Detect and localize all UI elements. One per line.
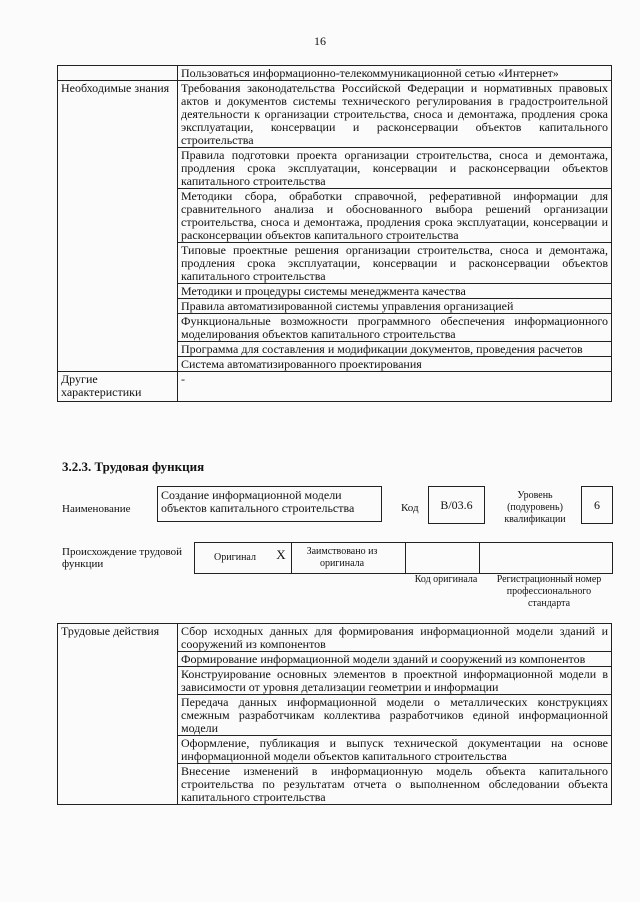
actions-label: Трудовые действия [58, 624, 178, 805]
knowledge-table [57, 65, 612, 402]
other-label: Другие характеристики [58, 372, 178, 402]
borrowed-label: Заимствовано из оригинала [306, 546, 378, 569]
code-value: B/03.6 [440, 498, 473, 512]
code-original-caption: Код оригинала [414, 574, 478, 585]
code-label: Код [401, 502, 419, 514]
original-label: Оригинал [214, 552, 256, 563]
knowledge-item: Методики и процедуры системы менеджмента качества [178, 284, 612, 299]
knowledge-item: Система автоматизированного проектирования [178, 357, 612, 372]
function-name-box [157, 486, 382, 522]
knowledge-item: Правила автоматизированной системы управления организацией [178, 299, 612, 314]
reg-number-caption: Регистрационный номер профессионального стандарта [496, 574, 602, 609]
labor-actions-table [57, 623, 612, 805]
action-item: Оформление, публикация и выпуск технической документации на основе информационной модели объектов капитального строительства [178, 736, 612, 764]
divider [479, 543, 480, 573]
action-item: Передача данных информационной модели о металлических конструкциях смежным разработчикам коллектива разработчиков единой информационной модели [178, 695, 612, 736]
action-item: Формирование информационной модели зданий и сооружений из компонентов [178, 652, 612, 667]
other-value: - [178, 372, 612, 402]
level-label: Уровень (подуровень) квалификации [504, 490, 566, 525]
origin-box [194, 542, 613, 574]
name-label: Наименование [62, 503, 131, 515]
knowledge-item: Функциональные возможности программного обеспечения информационного моделирования объектов капитального строительства [178, 314, 612, 342]
level-box [581, 486, 613, 524]
origin-label: Происхождение трудовой функции [62, 546, 183, 570]
section-title: 3.2.3. Трудовая функция [62, 459, 205, 474]
action-item: Конструирование основных элементов в проектной информационной модели в зависимости от уровня детализации геометрии и информации [178, 667, 612, 695]
knowledge-item: Программа для составления и модификации документов, проведения расчетов [178, 342, 612, 357]
action-item: Сбор исходных данных для формирования информационной модели зданий и сооружений из компонентов [178, 624, 612, 652]
skill-row-internet: Пользоваться информационно-телекоммуникационной сетью «Интернет» [178, 66, 612, 81]
knowledge-item: Правила подготовки проекта организации строительства, сноса и демонтажа, продления срока эксплуатации, консервации и расконсервации объектов капитального строительства [178, 148, 612, 189]
page-number: 16 [314, 34, 326, 48]
knowledge-item: Методики сбора, обработки справочной, реферативной информации для сравнительного анализа и обоснованного выбора решений организации строительства, сноса и демонтажа, продления срока эксплуатации, консервации и расконсервации объектов капитального строительства [178, 189, 612, 243]
knowledge-item: Требования законодательства Российской Федерации и нормативных правовых актов и документов системы технического регулирования в градостроительной деятельности к организации строительства, сноса и демонтажа, продления срока эксплуатации, консервации и расконсервации объектов капитального строительства [178, 81, 612, 148]
table-cell-empty [58, 66, 178, 81]
knowledge-label: Необходимые знания [58, 81, 178, 372]
function-name-value: Создание информационной модели объектов капитального строительства [161, 488, 355, 515]
action-item: Внесение изменений в информационную модель объекта капитального строительства по результатам отчета о выполненном обследовании объекта капитального строительства [178, 764, 612, 805]
code-box [428, 486, 485, 524]
divider [291, 543, 292, 573]
level-value: 6 [594, 498, 600, 512]
divider [405, 543, 406, 573]
original-mark: X [276, 547, 286, 562]
knowledge-item: Типовые проектные решения организации строительства, сноса и демонтажа, продления срока эксплуатации, консервации и расконсервации объектов капитального строительства [178, 243, 612, 284]
